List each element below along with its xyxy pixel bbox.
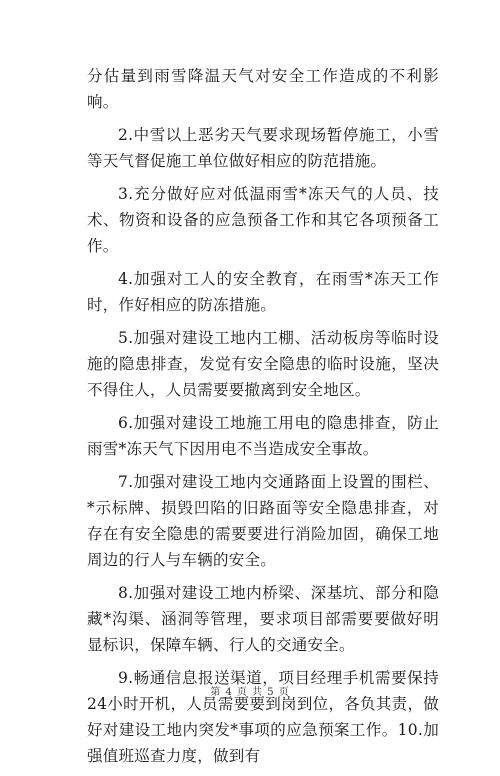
paragraph-item-3: 3.充分做好应对低温雨雪*冻天气的人员、技术、物资和设备的应急预备工作和其它各项预备工作。 (87, 185, 439, 255)
document-body (87, 63, 439, 776)
paragraph-item-6: 6.加强对建设工地施工用电的隐患排查，防止雨雪*冻天气下因用电不当造成安全事故。 (87, 414, 439, 458)
paragraph-item-8: 8.加强对建设工地内桥梁、深基坑、部分和隐藏*沟渠、涵洞等管理，要求项目部需要要做好明显标识，保障车辆、行人的交通安全。 (87, 584, 439, 654)
page-footer: 第 4 页 共 5 页 (210, 687, 290, 698)
paragraph-item-2: 2.中雪以上恶劣天气要求现场暂停施工，小雪等天气督促施工单位做好相应的防范措施。 (87, 126, 439, 170)
paragraph-item-7: 7.加强对建设工地内交通路面上设置的围栏、*示标牌、损毁凹陷的旧路面等安全隐患排查，对存在有安全隐患的需要要进行消险加固，确保工地周边的行人与车辆的安全。 (87, 473, 439, 569)
paragraph-item-5: 5.加强对建设工地内工棚、活动板房等临时设施的隐患排查，发觉有安全隐患的临时设施，坚决不得住人，人员需要要撤离到安全地区。 (87, 329, 439, 399)
paragraph-continuation: 分估量到雨雪降温天气对安全工作造成的不利影响。 (87, 67, 439, 111)
paragraph-item-9: 9.畅通信息报送渠道，项目经理手机需要保持24小时开机，人员需要要到岗到位，各负其责，做好对建设工地内突发*事项的应急预案工作。10.加强值班巡查力度，做到有 (87, 669, 439, 765)
paragraph-item-4: 4.加强对工人的安全教育，在雨雪*冻天工作时，作好相应的防冻措施。 (87, 270, 439, 314)
